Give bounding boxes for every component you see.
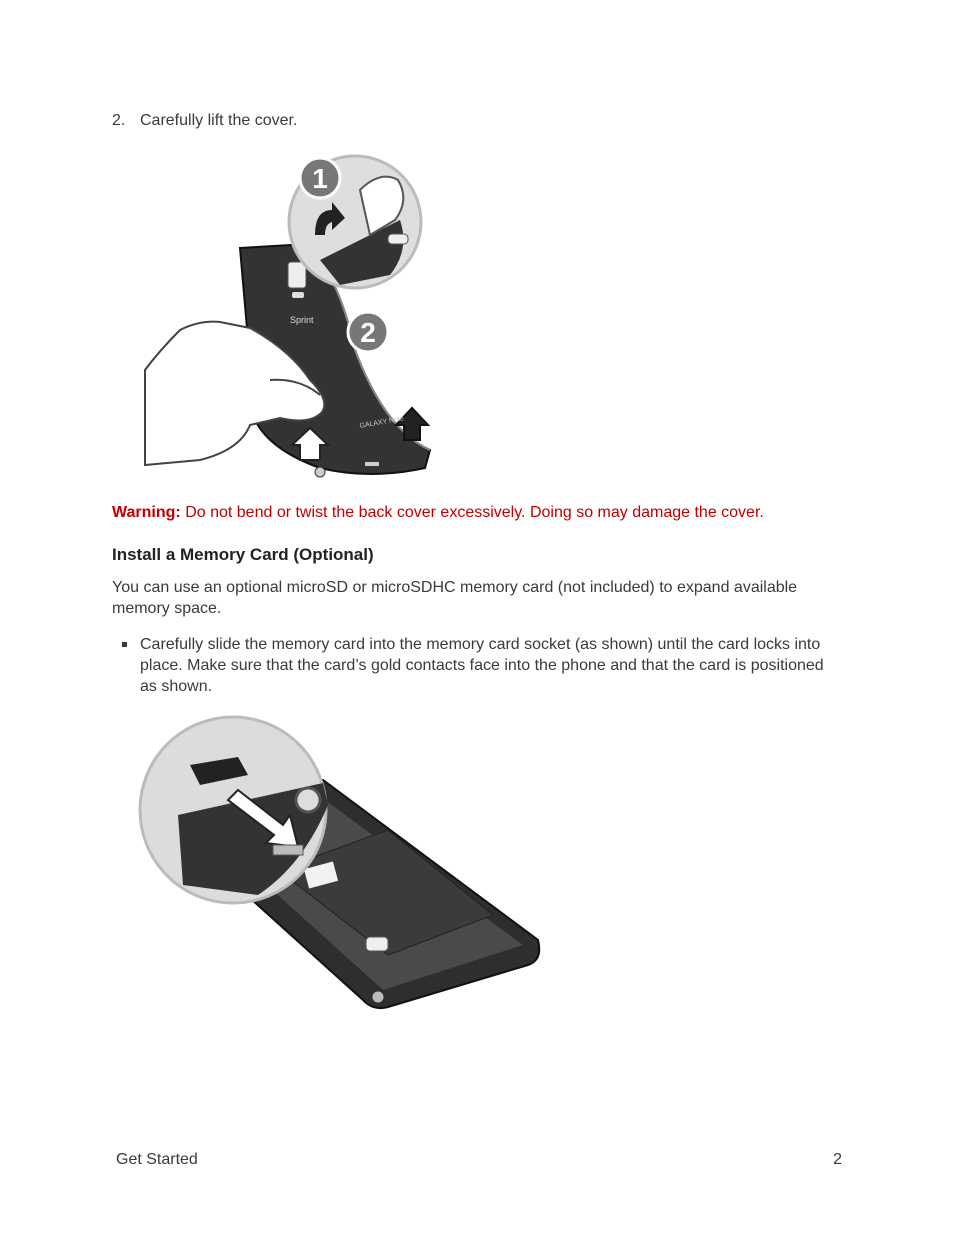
section-paragraph: You can use an optional microSD or microSDHC memory card (not included) to expand available memory space. xyxy=(112,579,798,617)
warning-note xyxy=(112,504,764,522)
step-text: Carefully lift the cover. xyxy=(140,112,298,129)
warning-label: Warning: xyxy=(112,504,181,521)
step-instruction xyxy=(112,112,297,130)
lift-cover-illustration xyxy=(140,150,440,490)
callout-2: 2 xyxy=(360,317,376,348)
callout-1: 1 xyxy=(312,163,328,194)
step-number: 2. xyxy=(112,112,126,129)
model-logo-text: GALAXY Note xyxy=(359,415,405,430)
bullet-marker xyxy=(122,642,127,647)
footer-page-number: 2 xyxy=(833,1151,842,1168)
bullet-text: Carefully slide the memory card into the memory card socket (as shown) until the card locks into place. Make sure that the card’s gold contacts face into the phone and that the card is positioned as shown. xyxy=(140,636,824,695)
brand-logo-text: Sprint xyxy=(290,315,314,325)
bullet-item xyxy=(112,634,842,697)
section-heading: Install a Memory Card (Optional) xyxy=(112,545,374,564)
warning-text: Do not bend or twist the back cover excessively. Doing so may damage the cover. xyxy=(185,504,764,521)
footer-section-name: Get Started xyxy=(116,1151,198,1168)
memory-card-illustration xyxy=(138,715,548,1015)
